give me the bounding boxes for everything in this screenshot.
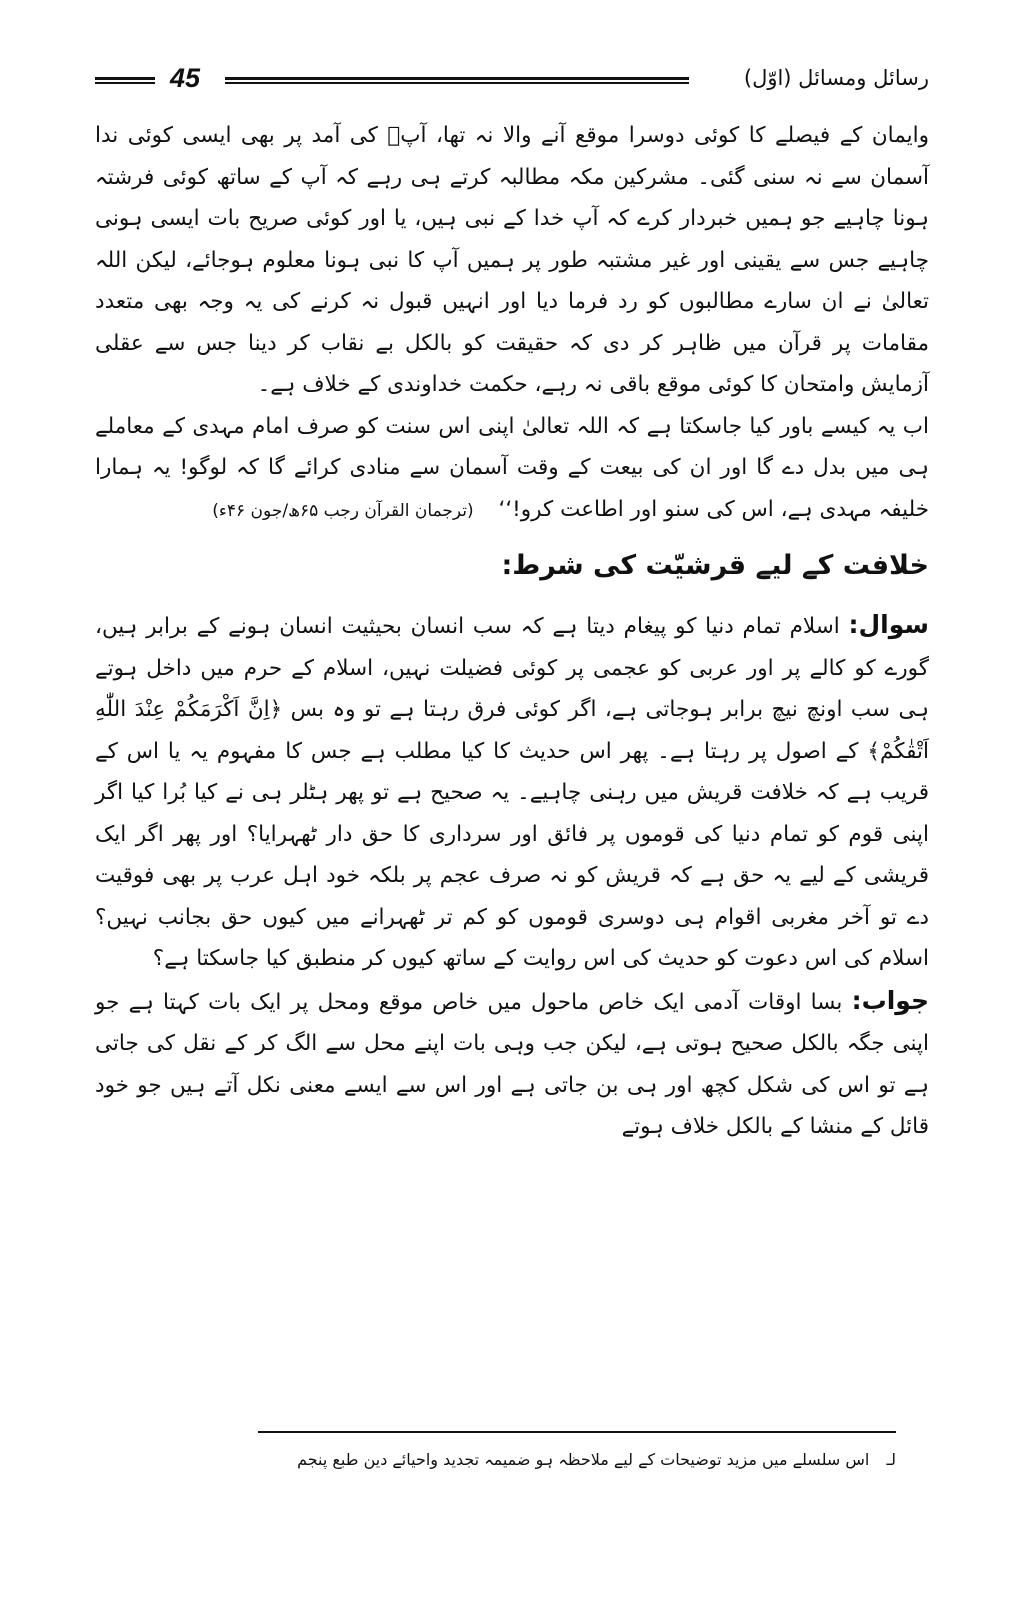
section-heading: خلافت کے لیے قرشیّت کی شرط: (501, 550, 929, 581)
footnote-marker: لـ (886, 1450, 896, 1469)
paragraph-quote-text: اب یہ کیسے باور کیا جاسکتا ہے کہ اللہ تعالیٰ اپنی اس سنت کو صرف امام مہدی کے معاملے ہی میں بدل دے گا اور ان کی بیعت کے وقت آسمان سے منادی کرائے گا کہ لوگو! یہ ہمارا خلیفہ مہدی ہے، اس کی سنو اور اطاعت کرو!‘‘ (95, 413, 929, 522)
running-title: رسائل ومسائل (اوّل) (743, 66, 929, 90)
question-paragraph (95, 604, 929, 980)
body-text (95, 115, 929, 1148)
paragraph-intro: وایمان کے فیصلے کا کوئی دوسرا موقع آنے والا نہ تھا، آپؐ کی آمد پر بھی ایسی کوئی ندا آسمان سے نہ سنی گئی۔ مشرکین مکہ مطالبہ کرتے ہی رہے کہ آپ کے ساتھ کوئی فرشتہ ہونا چاہیے جو ہمیں خبردار کرے کہ آپ خدا کے نبی ہیں، یا اور کوئی صریح بات ایسی ہونی چاہیے جس سے یقینی اور غیر مشتبہ طور پر ہمیں آپ کا نبی ہونا معلوم ہوجائے، لیکن اللہ تعالیٰ نے ان سارے مطالبوں کو رد فرما دیا اور انہیں قبول نہ کرنے کی یہ وجہ بھی متعدد مقامات پر قرآن میں ظاہر کر دی کہ حقیقت کو بالکل بے نقاب کر دینا جس سے عقلی آزمایش وامتحان کا کوئی موقع باقی نہ رہے، حکمت خداوندی کے خلاف ہے۔ (95, 123, 929, 397)
paragraph-quote (95, 406, 929, 533)
page-number: 45 (170, 63, 201, 93)
header-rule-left (95, 77, 155, 84)
page-header (95, 60, 929, 100)
footnote-text: اس سلسلے میں مزید توضیحات کے لیے ملاحظہ ہو ضمیمہ تجدید واحیائے دین طبع پنجم (297, 1450, 870, 1469)
answer-paragraph (95, 980, 929, 1148)
footnote-divider (258, 1431, 896, 1433)
question-label: سوال: (848, 610, 929, 639)
source-citation: (ترجمان القرآن رجب ۶۵ھ/جون ۴۶ء) (212, 500, 474, 521)
header-rule-middle (225, 77, 689, 84)
footnote (297, 1447, 896, 1473)
question-text: اسلام تمام دنیا کو پیغام دیتا ہے کہ سب انسان بحیثیت انسان ہونے کے برابر ہیں، گورے کو کالے پر اور عربی کو عجمی پر کوئی فضیلت نہیں، اسلام کے حرم میں داخل ہوتے ہی سب اونچ نیچ برابر ہوجاتی ہے، اگر کوئی فرق رہتا ہے تو وہ بس ﴿اِنَّ اَكْرَمَكُمْ عِنْدَ اللّٰهِ اَتْقٰكُمْ﴾ کے اصول پر رہتا ہے۔ پھر اس حدیث کا کیا مطلب ہے جس کا مفہوم یہ یا اس کے قریب ہے کہ خلافت قریش میں رہنی چاہیے۔ یہ صحیح ہے تو پھر ہٹلر ہی نے کیا بُرا کیا اگر اپنی قوم کو تمام دنیا کی قوموں پر فائق اور سرداری کا حق دار ٹھہرایا؟ اور پھر اگر ایک قریشی کے لیے یہ حق ہے کہ قریش کو نہ صرف عجم پر بلکہ خود اہل عرب پر بھی فوقیت دے تو آخر مغربی اقوام ہی دوسری قوموں کو کم تر ٹھہرانے میں کیوں حق بجانب نہیں؟ اسلام کی اس دعوت کو حدیث کی اس روایت کے ساتھ کیوں کر منطبق کیا جاسکتا ہے؟ (95, 614, 929, 971)
answer-label: جواب: (851, 985, 929, 1015)
answer-text: بسا اوقات آدمی ایک خاص ماحول میں خاص موقع ومحل پر ایک بات کہتا ہے جو اپنی جگہ بالکل صحیح ہوتی ہے، لیکن جب وہی بات اپنے محل سے الگ کر کے نقل کی جاتی ہے تو اس کی شکل کچھ اور ہی بن جاتی ہے اور اس سے ایسے معنی نکل آتے ہیں جو خود قائل کے منشا کے بالکل خلاف ہوتے (95, 989, 929, 1139)
